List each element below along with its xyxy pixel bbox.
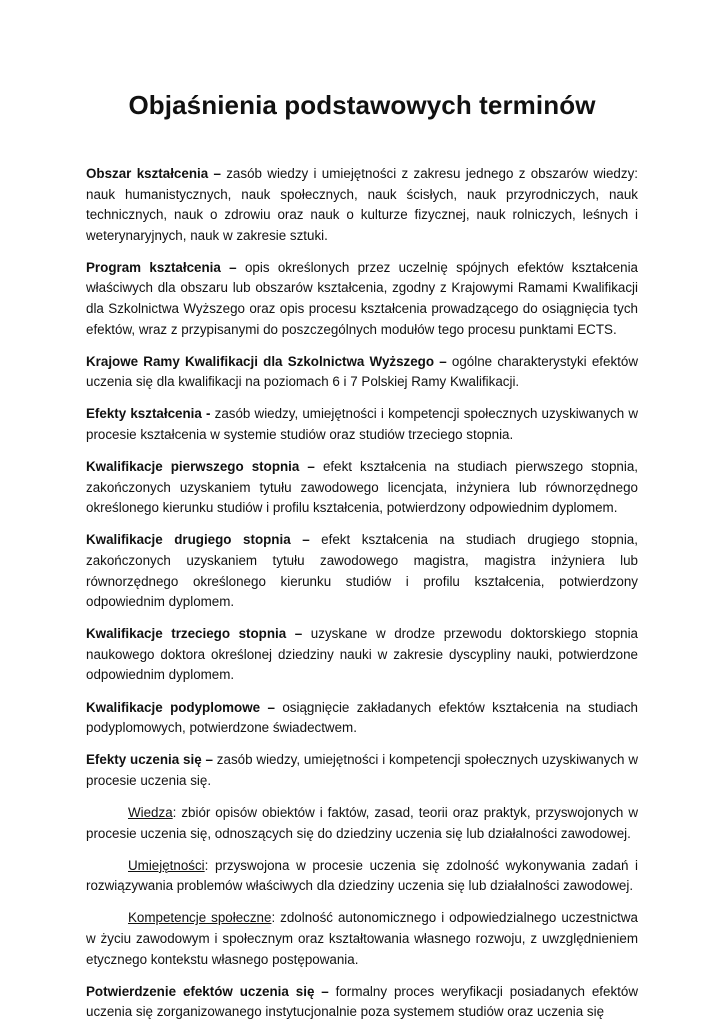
definition-text: opis określonych przez uczelnię spójnych efektów kształcenia właściwych dla obszaru lub obszarów kształcenia, zgodny z Krajowymi Ramami Kwalifikacji dla Szkolnictwa Wyższego oraz opis procesu kształcenia prowadzącego do osiągnięcia tych efektów, wraz z przypisanymi do poszczególnych modułów tego procesu punktami ECTS. [86, 259, 639, 337]
definition-term: Potwierdzenie efektów uczenia się – [86, 983, 329, 999]
definition-kwalifikacje-podyplomowe [86, 698, 638, 739]
definition-term: Kwalifikacje pierwszego stopnia – [86, 459, 315, 475]
sub-definition-umiejetnosci [86, 856, 638, 897]
sub-definition-kompetencje-spoleczne [86, 908, 638, 970]
definition-text: osiągnięcie zakładanych efektów kształcenia na studiach podyplomowych, potwierdzone świadectwem. [86, 699, 638, 736]
definition-text: zasób wiedzy, umiejętności i kompetencji społecznych uzyskiwanych w procesie kształcenia w systemie studiów oraz studiów trzeciego stopnia. [86, 406, 638, 443]
definition-text: ogólne charakterystyki efektów uczenia się dla kwalifikacji na poziomach 6 i 7 Polskiej Ramy Kwalifikacji. [86, 353, 638, 390]
definition-text: zasób wiedzy, umiejętności i kompetencji społecznych uzyskiwanych w procesie uczenia się. [86, 752, 639, 788]
definition-potwierdzenie-efektow [86, 982, 638, 1023]
definition-kwalifikacje-pierwszego-stopnia [86, 457, 638, 519]
sub-definition-term: Umiejętności [128, 857, 205, 873]
definition-term: Obszar kształcenia – [86, 166, 221, 181]
sub-definition-term: Wiedza [128, 804, 173, 820]
definition-kwalifikacje-drugiego-stopnia [86, 530, 638, 612]
sub-definition-text: : zdolność autonomicznego i odpowiedzialnego uczestnictwa w życiu zawodowym i społecznym oraz kształtowania własnego rozwoju, z uwzględnieniem etycznego kontekstu własnego postępowania. [86, 910, 638, 967]
definition-term: Kwalifikacje drugiego stopnia – [86, 532, 310, 548]
definition-term: Program kształcenia – [86, 259, 237, 275]
page-title: Objaśnienia podstawowych terminów [128, 90, 596, 120]
definitions-list [86, 164, 638, 1024]
definition-term: Efekty kształcenia - [86, 406, 211, 422]
definition-krajowe-ramy [86, 352, 638, 393]
definition-text: zasób wiedzy i umiejętności z zakresu jednego z obszarów wiedzy: nauk humanistycznych, nauk społecznych, nauk ścisłych, nauk przyrodniczych, nauk technicznych, nauk o zdrowiu oraz nauk o kulturze fizycznej, nauk rolniczych, leśnych i weterynaryjnych, nauk w zakresie sztuki. [86, 166, 638, 243]
definition-kwalifikacje-trzeciego-stopnia [86, 624, 638, 686]
sub-definition-text: : przyswojona w procesie uczenia się zdolność wykonywania zadań i rozwiązywania problemów właściwych dla dziedziny uczenia się lub działalności zawodowej. [86, 857, 638, 894]
definition-obszar-ksztalcenia [86, 164, 638, 246]
definition-term: Kwalifikacje podyplomowe – [86, 699, 275, 715]
definition-program-ksztalcenia [86, 258, 638, 340]
definition-text: formalny proces weryfikacji posiadanych efektów uczenia się zorganizowanego instytucjonalnie poza systemem studiów oraz uczenia się [86, 983, 639, 1020]
definition-efekty-uczenia-sie [86, 750, 638, 791]
definition-text: efekt kształcenia na studiach pierwszego stopnia, zakończonych uzyskaniem tytułu zawodowego licencjata, inżyniera lub równorzędnego określonego kierunku studiów i profilu kształcenia, potwierdzony odpowiednim dyplomem. [86, 459, 638, 516]
definition-term: Krajowe Ramy Kwalifikacji dla Szkolnictwa Wyższego – [86, 353, 447, 369]
sub-definition-wiedza [86, 803, 638, 844]
definition-efekty-ksztalcenia [86, 404, 638, 445]
definition-text: uzyskane w drodze przewodu doktorskiego stopnia naukowego doktora określonej dziedziny nauki w zakresie dyscypliny nauki, potwierdzone odpowiednim dyplomem. [86, 626, 639, 683]
definition-text: efekt kształcenia na studiach drugiego stopnia, zakończonych uzyskaniem tytułu zawodowego magistra, magistra inżyniera lub równorzędnego określonego kierunku studiów i profilu kształcenia, potwierdzony odpowiednim dyplomem. [86, 532, 638, 610]
sub-definition-text: : zbiór opisów obiektów i faktów, zasad, teorii oraz praktyk, przyswojonych w procesie uczenia się, odnoszących się do dziedziny uczenia się lub działalności zawodowej. [86, 804, 638, 841]
definition-term: Kwalifikacje trzeciego stopnia – [86, 626, 303, 642]
definition-term: Efekty uczenia się – [86, 752, 213, 768]
sub-definition-term: Kompetencje społeczne [128, 910, 272, 926]
